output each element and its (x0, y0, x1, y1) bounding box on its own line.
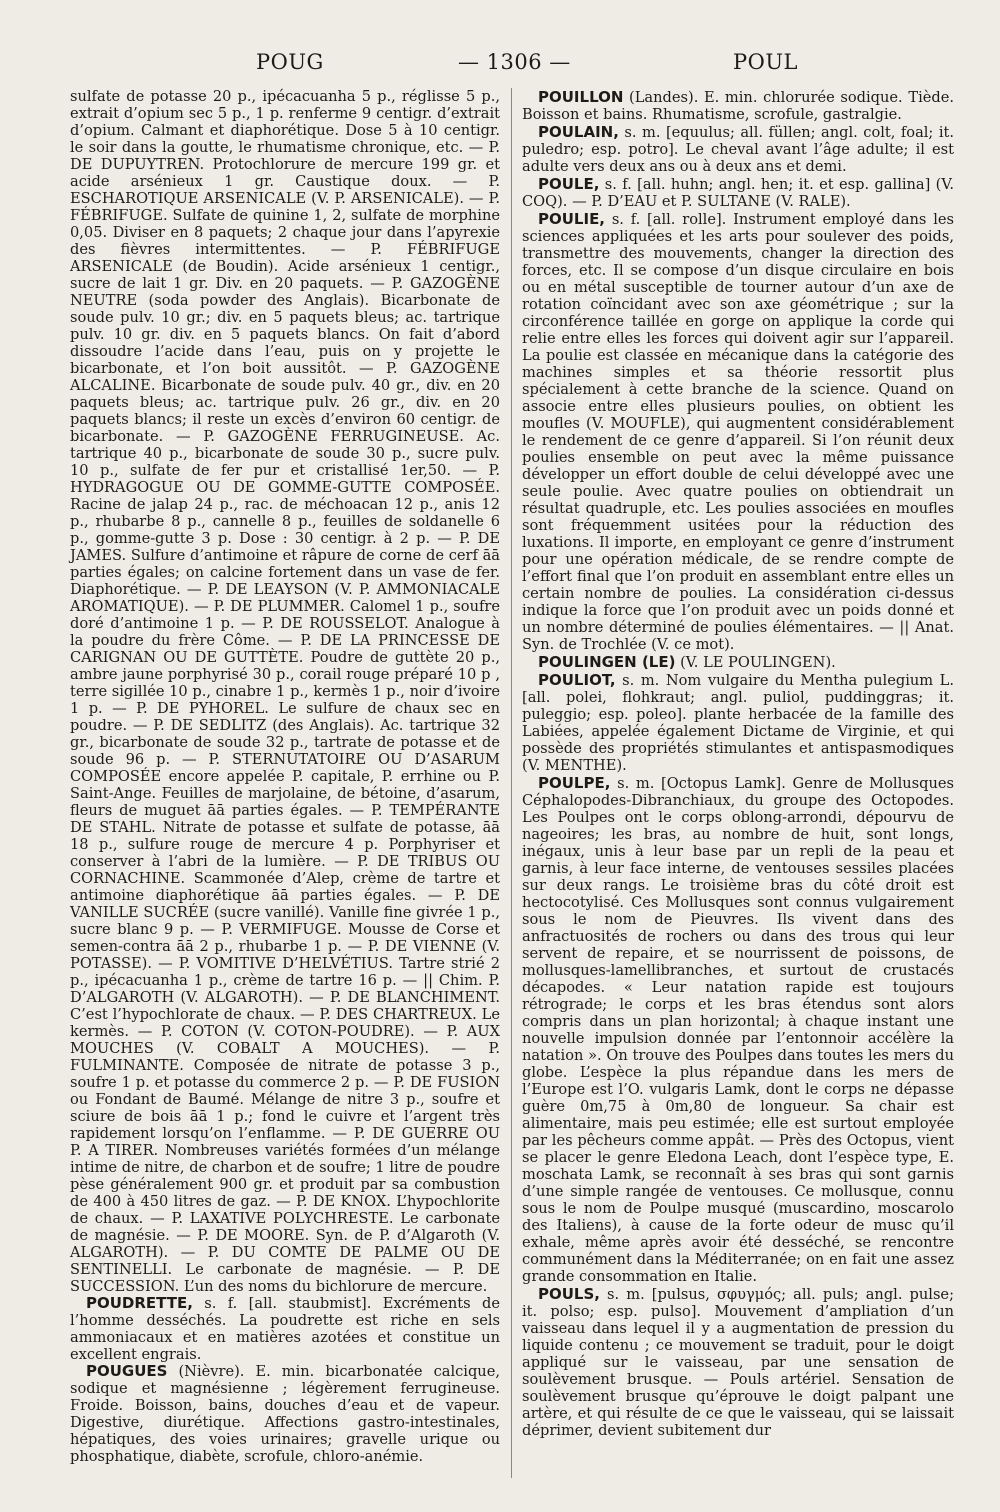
header-right-word: POUL (733, 50, 798, 74)
headword-poulie: POULIE, (538, 210, 606, 228)
column-divider (511, 88, 512, 1478)
headword-pouliot: POULIOT, (538, 671, 616, 689)
definition-poudrette: s. f. [all. staubmist]. Excréments de l’homme desséchés. La poudrette est riche en sels ammoniacaux et en matières azotées et constitue un excellent engrais. (70, 1295, 500, 1363)
definition-poulpe: s. m. [Octopus Lamk]. Genre de Mollusques Céphalopodes-Dibranchiaux, du groupe des Octopodes. Les Poulpes ont le corps oblong-arrondi, dépourvu de nageoires; les bras, au nombre de huit, sont longs, inégaux, unis à leur base par un repli de la peau et garnis, à leur face interne, de ventouses sessiles placées sur deux rangs. Le troisième bras du côté droit est hectocotylisé. Ces Mollusques sont connus vulgairement sous le nom de Pieuvres. Ils vivent dans des anfractuosités de rochers ou dans des trous qui leur servent de repaire, et se nourrissent de poissons, de mollusques-lamellibranches, et surtout de crustacés décapodes. « Leur natation rapide est toujours rétrograde; le corps et les bras étendus sont alors compris dans un plan horizontal; à chaque instant une nouvelle impulsion donnée par l’entonnoir accélère la natation ». On trouve des Poulpes dans toutes les mers du globe. L’espèce la plus répandue dans les mers de l’Europe est l’O. vulgaris Lamk, dont le corps ne dépasse guère 0m,75 à 0m,80 de longueur. Sa chair est alimentaire, mais peu estimée; elle est surtout employée par les pêcheurs comme appât. — Près des Octopus, vient se placer le genre Eledona Leach, dont l’espèce type, E. moschata Lamk, se reconnaît à ses bras qui sont garnis d’une simple rangée de ventouses. Ce mollusque, connu sous le nom de Poulpe musqué (muscardino, moscarolo des Italiens), à cause de la forte odeur de musc qu’il exhale, même après avoir été desséché, se rencontre communément dans la Méditerranée; on en fait une assez grande consommation en Italie. (522, 775, 954, 1285)
definition-poulie: s. f. [all. rolle]. Instrument employé dans les sciences appliquées et les arts pour soulever des poids, transmettre des mouvements, changer la direction des forces, etc. Il se compose d’un disque circulaire en bois ou en métal susceptible de tourner autour d’un axe de rotation coïncidant avec son axe géométrique ; sur la circonférence taillée en gorge on applique la corde qui relie entre elles les forces qui doivent agir sur l’appareil. La poulie est classée en mécanique dans la catégorie des machines simples et sa théorie ressortit plus spécialement à cette branche de la science. Quand on associe entre elles plusieurs poulies, on obtient les moufles (V. MOUFLE), qui augmentent considérablement le rendement de ce genre d’appareil. Si l’on réunit deux poulies ensemble on peut avec la même puissance développer un effort double de celui développé avec une seule poulie. Avec quatre poulies on obtiendrait un résultat quadruple, etc. Les poulies associées en moufles sont fréquemment usitées pour la réduction des luxations. Il importe, en employant ce genre d’instrument pour une opération médicale, de se rendre compte de l’effort final que l’on produit en assemblant entre elles un certain nombre de poulies. La considération ci-dessus indique la force que l’on produit avec un poids donné et un nombre déterminé de poulies élémentaires. — || Anat. Syn. de Trochlée (V. ce mot). (522, 211, 954, 653)
entry-poule (522, 176, 954, 210)
entry-pouliot (522, 672, 954, 774)
entry-poulpe (522, 775, 954, 1285)
headword-poudrette: POUDRETTE, (86, 1294, 193, 1312)
headword-poulain: POULAIN, (538, 123, 619, 141)
entry-poudrette (70, 1295, 500, 1363)
poudre-entry-continued: sulfate de potasse 20 p., ipécacuanha 5 p., réglisse 5 p., extrait d’opium sec 5 p., 1 p. renferme 9 centigr. d’extrait d’opium. Calmant et diaphorétique. Dose 5 à 10 centigr. le soir dans la goutte, le rhumatisme chronique, etc. — P. DE DUPUYTREN. Protochlorure de mercure 199 gr. et acide arsénieux 1 gr. Caustique doux. — P. ESCHAROTIQUE ARSENICALE (V. P. ARSENICALE). — P. FÉBRIFUGE. Sulfate de quinine 1, 2, sulfate de morphine 0,05. Diviser en 8 paquets; 2 chaque jour dans l’apyrexie des fièvres intermittentes. — P. FÉBRIFUGE ARSENICALE (de Boudin). Acide arsénieux 1 centigr., sucre de lait 1 gr. Div. en 20 paquets. — P. GAZOGÈNE NEUTRE (soda powder des Anglais). Bicarbonate de soude pulv. 10 gr.; div. en 5 paquets bleus; ac. tartrique pulv. 10 gr. div. en 5 paquets blancs. On fait d’abord dissoudre l’acide dans l’eau, puis on y projette le bicarbonate, et l’on boit aussitôt. — P. GAZOGÈNE ALCALINE. Bicarbonate de soude pulv. 40 gr., div. en 20 paquets bleus; ac. tartrique pulv. 26 gr., div. en 20 paquets blancs; il reste un excès d’environ 60 centigr. de bicarbonate. — P. GAZOGÈNE FERRUGINEUSE. Ac. tartrique 40 p., bicarbonate de soude 30 p., sucre pulv. 10 p., sulfate de fer pur et cristallisé 1er,50. — P. HYDRAGOGUE OU DE GOMME-GUTTE COMPOSÉE. Racine de jalap 24 p., rac. de méchoacan 12 p., anis 12 p., rhubarbe 8 p., cannelle 8 p., feuilles de soldanelle 6 p., gomme-gutte 3 p. Dose : 30 centigr. à 2 p. — P. DE JAMES. Sulfure d’antimoine et râpure de corne de cerf āā parties égales; on calcine fortement dans un vase de fer. Diaphorétique. — P. DE LEAYSON (V. P. AMMONIACALE AROMATIQUE). — P. DE PLUMMER. Calomel 1 p., soufre doré d’antimoine 1 p. — P. DE ROUSSELOT. Analogue à la poudre du frère Côme. — P. DE LA PRINCESSE DE CARIGNAN OU DE GUTTÈTE. Poudre de guttète 20 p., ambre jaune porphyrisé 30 p., corail rouge préparé 10 p , terre sigillée 10 p., cinabre 1 p., kermès 1 p., noir d’ivoire 1 p. — P. DE PYHOREL. Le sulfure de chaux sec en poudre. — P. DE SEDLITZ (des Anglais). Ac. tartrique 32 gr., bicarbonate de soude 32 p., tartrate de potasse et de soude 96 p. — P. STERNUTATOIRE OU D’ASARUM COMPOSÉE encore appelée P. capitale, P. errhine ou P. Saint-Ange. Feuilles de marjolaine, de bétoine, d’asarum, fleurs de muguet āā parties égales. — P. TEMPÉRANTE DE STAHL. Nitrate de potasse et sulfate de potasse, āā 18 p., sulfure rouge de mercure 4 p. Porphyriser et conserver à l’abri de la lumière. — P. DE TRIBUS OU CORNACHINE. Scammonée d’Alep, crème de tartre et antimoine diaphorétique āā parties égales. — P. DE VANILLE SUCRÉE (sucre vanillé). Vanille fine givrée 1 p., sucre blanc 9 p. — P. VERMIFUGE. Mousse de Corse et semen-contra āā 2 p., rhubarbe 1 p. — P. DE VIENNE (V. POTASSE). — P. VOMITIVE D’HELVÉTIUS. Tartre strié 2 p., ipécacuanha 1 p., crème de tartre 16 p. — || Chim. P. D’ALGAROTH (V. ALGAROTH). — P. DE BLANCHIMENT. C’est l’hypochlorate de chaux. — P. DES CHARTREUX. Le kermès. — P. COTON (V. COTON-POUDRE). — P. AUX MOUCHES (V. COBALT A MOUCHES). — P. FULMINANTE. Composée de nitrate de potasse 3 p., soufre 1 p. et potasse du commerce 2 p. — P. DE FUSION ou Fondant de Baumé. Mélange de nitre 3 p., soufre et sciure de bois āā 1 p.; fond le cuivre et l’argent très rapidement lorsqu’on l’enflamme. — P. DE GUERRE OU P. A TIRER. Nombreuses variétés formées d’un mélange intime de nitre, de charbon et de soufre; 1 litre de poudre pèse généralement 900 gr. et produit par sa combustion de 400 à 450 litres de gaz. — P. DE KNOX. L’hypochlorite de chaux. — P. LAXATIVE POLYCHRESTE. Le carbonate de magnésie. — P. DE MOORE. Syn. de P. d’Algaroth (V. ALGAROTH). — P. DU COMTE DE PALME OU DE SENTINELLI. Le carbonate de magnésie. — P. DE SUCCESSION. L’un des noms du bichlorure de mercure. (70, 88, 500, 1295)
headword-poule: POULE, (538, 175, 600, 193)
left-column (70, 88, 500, 1465)
entry-poulingen (522, 654, 954, 671)
definition-pougues: (Nièvre). E. min. bicarbonatée calcique, sodique et magnésienne ; légèrement ferrugineuse. Froide. Boisson, bains, douches d’eau et de vapeur. Digestive, diurétique. Affections gastro-intestinales, hépatiques, des voies urinaires; gravelle urique ou phosphatique, diabète, scrofule, chloro-anémie. (70, 1363, 500, 1465)
headword-poulingen: POULINGEN (LE) (538, 653, 676, 671)
definition-pouillon: (Landes). E. min. chlorurée sodique. Tiède. Boisson et bains. Rhumatisme, scrofule, gastralgie. (522, 89, 954, 123)
definition-poulain: s. m. [equulus; all. füllen; angl. colt, foal; it. puledro; esp. potro]. Le cheval avant l’âge adulte; il est adulte vers deux ans ou à deux ans et demi. (522, 124, 954, 175)
running-header (0, 50, 1000, 84)
page-number: — 1306 — (458, 50, 571, 74)
headword-poulpe: POULPE, (538, 774, 611, 792)
headword-pougues: POUGUES (86, 1362, 168, 1380)
entry-pougues (70, 1363, 500, 1465)
right-column (522, 88, 954, 1439)
definition-poule: s. f. [all. huhn; angl. hen; it. et esp. gallina] (V. COQ). — P. D’EAU et P. SULTANE (V. RALE). (522, 176, 954, 210)
definition-poulingen: (V. LE POULINGEN). (675, 654, 836, 671)
definition-pouliot: s. m. Nom vulgaire du Mentha pulegium L. [all. polei, flohkraut; angl. puliol, puddinggras; it. puleggio; esp. poleo]. plante herbacée de la famille des Labiées, appelée également Dictame de Virginie, et qui possède des propriétés stimulantes et antispasmodiques (V. MENTHE). (522, 672, 954, 774)
headword-pouls: POULS, (538, 1285, 600, 1303)
entry-pouillon (522, 89, 954, 123)
entry-pouls (522, 1286, 954, 1439)
headword-pouillon: POUILLON (538, 88, 624, 106)
header-left-word: POUG (256, 50, 324, 74)
definition-pouls: s. m. [pulsus, σφυγμός; all. puls; angl. pulse; it. polso; esp. pulso]. Mouvement d’ampliation d’un vaisseau dans lequel il y a augmentation de pression du liquide contenu ; ce mouvement se traduit, pour le doigt appliqué sur le vaisseau, par une sensation de soulèvement brusque. — Pouls artériel. Sensation de soulèvement brusque qu’éprouve le doigt palpant une artère, et qui résulte de ce que le vaisseau, qui se laissait déprimer, devient subitement dur (522, 1286, 954, 1439)
entry-poulain (522, 124, 954, 175)
entry-poulie (522, 211, 954, 653)
